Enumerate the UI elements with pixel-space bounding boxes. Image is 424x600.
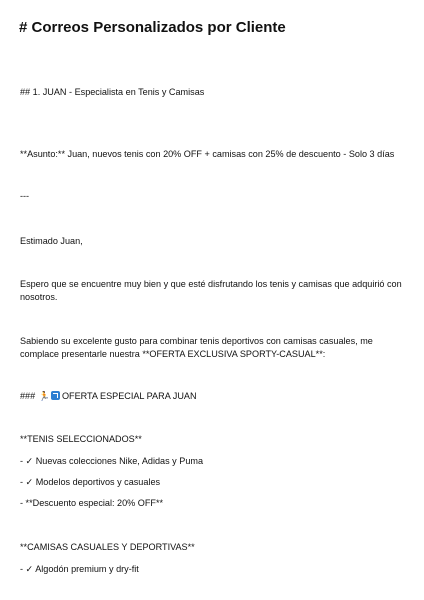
list-item: - ✓ Nuevas colecciones Nike, Adidas y Puma <box>20 456 204 466</box>
separator: --- <box>20 191 30 201</box>
camisas-heading: **CAMISAS CASUALES Y DEPORTIVAS** <box>20 542 195 552</box>
offer-heading-text: OFERTA ESPECIAL PARA JUAN <box>61 391 197 401</box>
list-item: - **Descuento especial: 20% OFF** <box>20 498 164 508</box>
paragraph-offer-intro: Sabiendo su excelente gusto para combinar tenis deportivos con camisas casuales, me complace presentarle nuestra **OFERTA EXCLUSIVA SPORTY-CASUAL**: <box>20 336 373 360</box>
offer-heading <box>20 390 404 403</box>
email-subject: **Asunto:** Juan, nuevos tenis con 20% OFF + camisas con 25% de descuento - Solo 3 días <box>20 149 395 159</box>
blue-check-badge-icon <box>51 391 60 400</box>
list-item: - ✓ Algodón premium y dry-fit <box>20 564 139 574</box>
tenis-heading: **TENIS SELECCIONADOS** <box>20 434 142 444</box>
offer-heading-prefix: ### <box>20 391 36 401</box>
running-person-icon: 🏃 <box>38 391 50 401</box>
paragraph-intro: Espero que se encuentre muy bien y que esté disfrutando los tenis y camisas que adquirió con nosotros. <box>20 279 402 303</box>
list-item: - ✓ Modelos deportivos y casuales <box>20 477 161 487</box>
section-heading: ## 1. JUAN - Especialista en Tenis y Camisas <box>20 87 205 97</box>
greeting: Estimado Juan, <box>20 236 83 246</box>
document-title: # Correos Personalizados por Cliente <box>19 19 286 36</box>
